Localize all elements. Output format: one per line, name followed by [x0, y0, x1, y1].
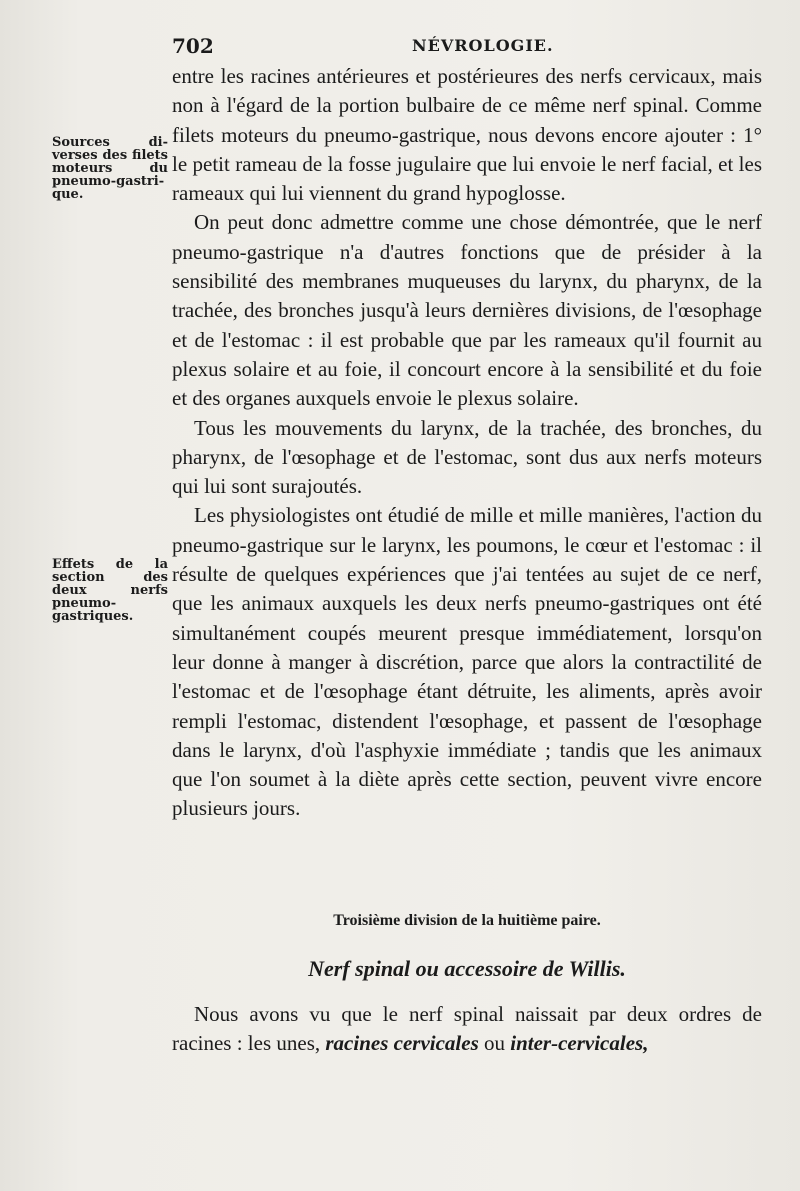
paragraph-5-lead: Nous avons vu que le nerf spinal naissait par deux ordres de racines : les unes, — [172, 1002, 762, 1055]
paragraph-3: Tous les mouvements du larynx, de la trachée, des bronches, du pharynx, de l'œsophage et de l'estomac, sont dus aux nerfs moteurs qui lui sont surajoutés. — [172, 415, 762, 499]
closing-paragraph — [172, 1000, 762, 1058]
section-title: Troisième division de la huitième paire. — [333, 912, 601, 929]
paragraph-4: Les physiologistes ont étudié de mille et mille manières, l'action du pneumo-gastrique sur le larynx, les poumons, le cœur et l'estomac : il résulte de quelques expériences que j'ai tentées au sujet de ce nerf, que les animaux auxquels les deux nerfs pneumo-gastriques ont été simultanément coupés meurent presque immédiatement, lorsqu'on leur donne à manger à discrétion, parce que alors la contractilité de l'estomac et de l'œsophage étant détruite, les aliments, après avoir rempli l'estomac, distendent l'œsophage, et passent de l'œsophage dans le larynx, d'où l'asphyxie immédiate ; tandis que les animaux que l'on soumet à la diète après cette section, peuvent vivre encore plusieurs jours. — [172, 503, 762, 821]
margin-note-effets: Effets de la section des deux nerfs pneumo-gastriques. — [52, 557, 168, 624]
page-header — [172, 34, 762, 64]
term-inter-cervicales: inter-cervicales, — [510, 1031, 649, 1055]
subsection-title: Nerf spinal ou accessoire de Willis. — [308, 956, 626, 981]
paragraph-5-middle: ou — [478, 1031, 511, 1055]
paragraph-1: entre les racines antérieures et postérieures des nerfs cervicaux, mais non à l'égard de la portion bulbaire de ce même nerf spinal. Comme filets moteurs du pneumo-gastrique, nous devons encore ajouter : 1° le petit rameau de la fosse jugulaire que lui envoie le nerf facial, et les rameaux qui lui viennent du grand hypoglosse. — [172, 64, 762, 206]
paragraph-2: On peut donc admettre comme une chose démontrée, que le nerf pneumo-gastrique n'a d'autres fonctions que de présider à la sensibilité des membranes muqueuses du larynx, du pharynx, de la trachée, des bronches jusqu'à leurs dernières divisions, de l'œsophage et de l'estomac : il est probable que par les rameaux qu'il fournit au plexus solaire et au foie, il concourt encore à la sensibilité et du foie et des organes auxquels envoie le plexus solaire. — [172, 210, 762, 411]
main-text — [172, 62, 762, 824]
running-title: NÉVROLOGIE. — [412, 36, 554, 55]
term-racines-cervicales: racines cervicales — [325, 1031, 479, 1055]
page-number: 702 — [172, 34, 214, 58]
paragraph-5 — [172, 1000, 762, 1058]
margin-note-sources: Sources di-verses des filets moteurs du pneumo-gastri-que. — [52, 135, 168, 202]
